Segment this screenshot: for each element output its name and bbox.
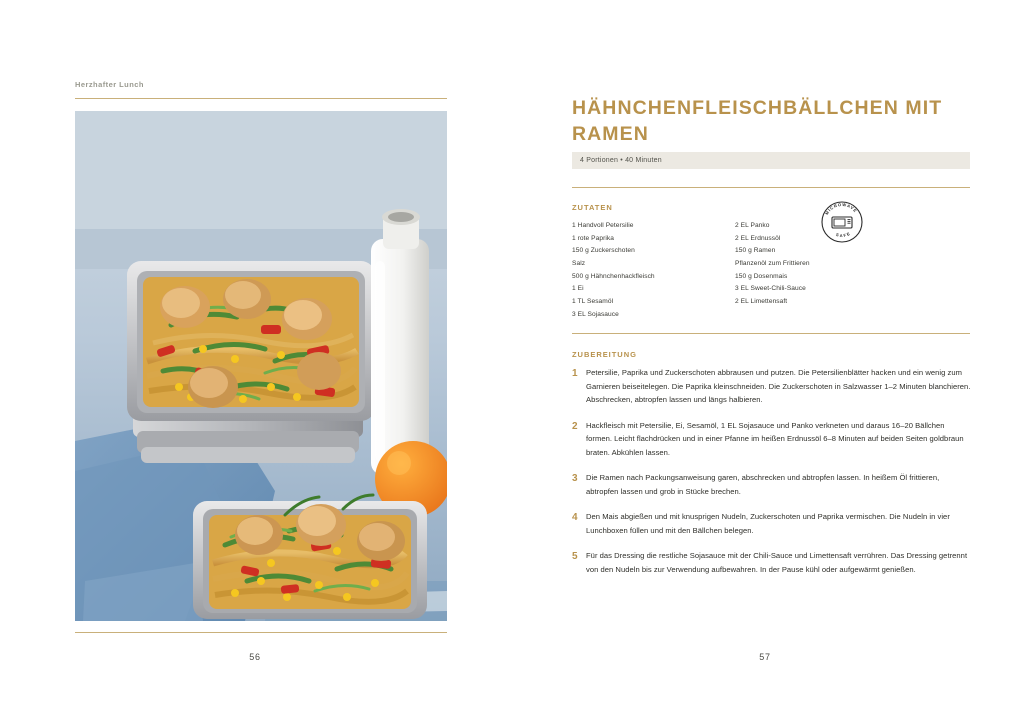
- divider-ingredients-top: [572, 187, 970, 188]
- preparation-step: [572, 471, 972, 498]
- preparation-steps: [572, 366, 972, 588]
- ingredient-item: 150 g Ramen: [735, 247, 776, 255]
- step-number: 1: [572, 368, 578, 379]
- step-number: 5: [572, 551, 578, 563]
- step-number: 2: [572, 420, 578, 432]
- step-text: Die Ramen nach Packungsanweisung garen, abschrecken und abtropfen lassen. In heißem Öl frittieren, abtropfen lassen und grob in Stücke brechen.: [586, 473, 940, 496]
- step-number: 4: [572, 512, 578, 524]
- step-number: 3: [572, 473, 578, 485]
- svg-text:MICROWAVE: MICROWAVE: [824, 201, 859, 216]
- ingredient-item: 3 EL Sweet-Chili-Sauce: [735, 285, 806, 293]
- step-text: Den Mais abgießen und mit knusprigen Nudeln, Zuckerschoten und Paprika vermischen. Die Nudeln in vier Lunchboxen füllen und mit den Bällchen belegen.: [586, 512, 950, 535]
- preparation-step: [572, 510, 972, 537]
- preparation-step: [572, 549, 972, 576]
- ingredient-item: 2 EL Limettensaft: [735, 297, 788, 305]
- ingredient-item: 2 EL Panko: [735, 222, 770, 229]
- svg-text:SAFE: SAFE: [835, 230, 852, 239]
- ingredients-column-1: [572, 220, 699, 321]
- ingredient-item: 1 Handvoll Petersilie: [572, 222, 634, 229]
- ingredients-list: [572, 220, 862, 321]
- ingredient-item: 3 EL Sojasauce: [572, 310, 619, 318]
- page-number-right: 57: [759, 652, 771, 662]
- preparation-heading: ZUBEREITUNG: [572, 350, 637, 359]
- divider-top-left: [75, 98, 447, 99]
- ingredient-item: Pflanzenöl zum Frittieren: [735, 259, 810, 267]
- ingredient-item: 1 Ei: [572, 285, 584, 293]
- recipe-meta-text: 4 Portionen • 40 Minuten: [580, 157, 662, 164]
- microwave-icon: [832, 217, 852, 228]
- preparation-step: [572, 366, 972, 407]
- ingredients-heading: ZUTATEN: [572, 203, 613, 212]
- ingredient-item: 1 rote Paprika: [572, 234, 614, 242]
- recipe-title: HÄHNCHENFLEISCHBÄLLCHEN MIT RAMEN: [572, 97, 943, 146]
- divider-preparation-top: [572, 333, 970, 334]
- running-head: Herzhafter Lunch: [75, 80, 144, 89]
- ingredient-item: 1 TL Sesamöl: [572, 297, 614, 305]
- preparation-step: [572, 419, 972, 460]
- ingredient-item: 150 g Dosenmais: [735, 272, 788, 280]
- right-page: [510, 0, 1020, 721]
- microwave-safe-badge: [820, 200, 864, 244]
- step-text: Für das Dressing die restliche Sojasauce mit der Chili-Sauce und Limettensaft verrühren. Das Dressing getrennt von den Nudeln bis zur Verwendung aufbewahren. In der Pause kühl oder aufgewärmt genießen.: [586, 551, 968, 574]
- ingredient-item: 2 EL Erdnussöl: [735, 234, 781, 242]
- recipe-photo: [75, 111, 447, 621]
- divider-bottom-left: [75, 632, 447, 633]
- recipe-meta-bar: [572, 152, 970, 169]
- step-text: Petersilie, Paprika und Zuckerschoten abbrausen und putzen. Die Petersilienblätter hacken und ein wenig zum Garnieren beiseitelegen. Die Paprika kleinschneiden. Die Zuckerschoten in Salzwasser 1–2 Minuten blanchieren. Abschrecken, abtropfen lassen und längs halbieren.: [586, 368, 971, 405]
- ingredient-item: Salz: [572, 259, 586, 267]
- ingredient-item: 150 g Zuckerschoten: [572, 247, 635, 255]
- page-number-left: 56: [249, 652, 261, 662]
- step-text: Hackfleisch mit Petersilie, Ei, Sesamöl, 1 EL Sojasauce und Panko verkneten und daraus 16–20 Bällchen formen. Leicht flachdrücken und in einer Pfanne im heißen Erdnussöl 6–8 Minuten auf beiden Seiten goldbraun braten. Abkühlen lassen.: [586, 420, 964, 457]
- ingredient-item: 500 g Hähnchenhackfleisch: [572, 272, 655, 280]
